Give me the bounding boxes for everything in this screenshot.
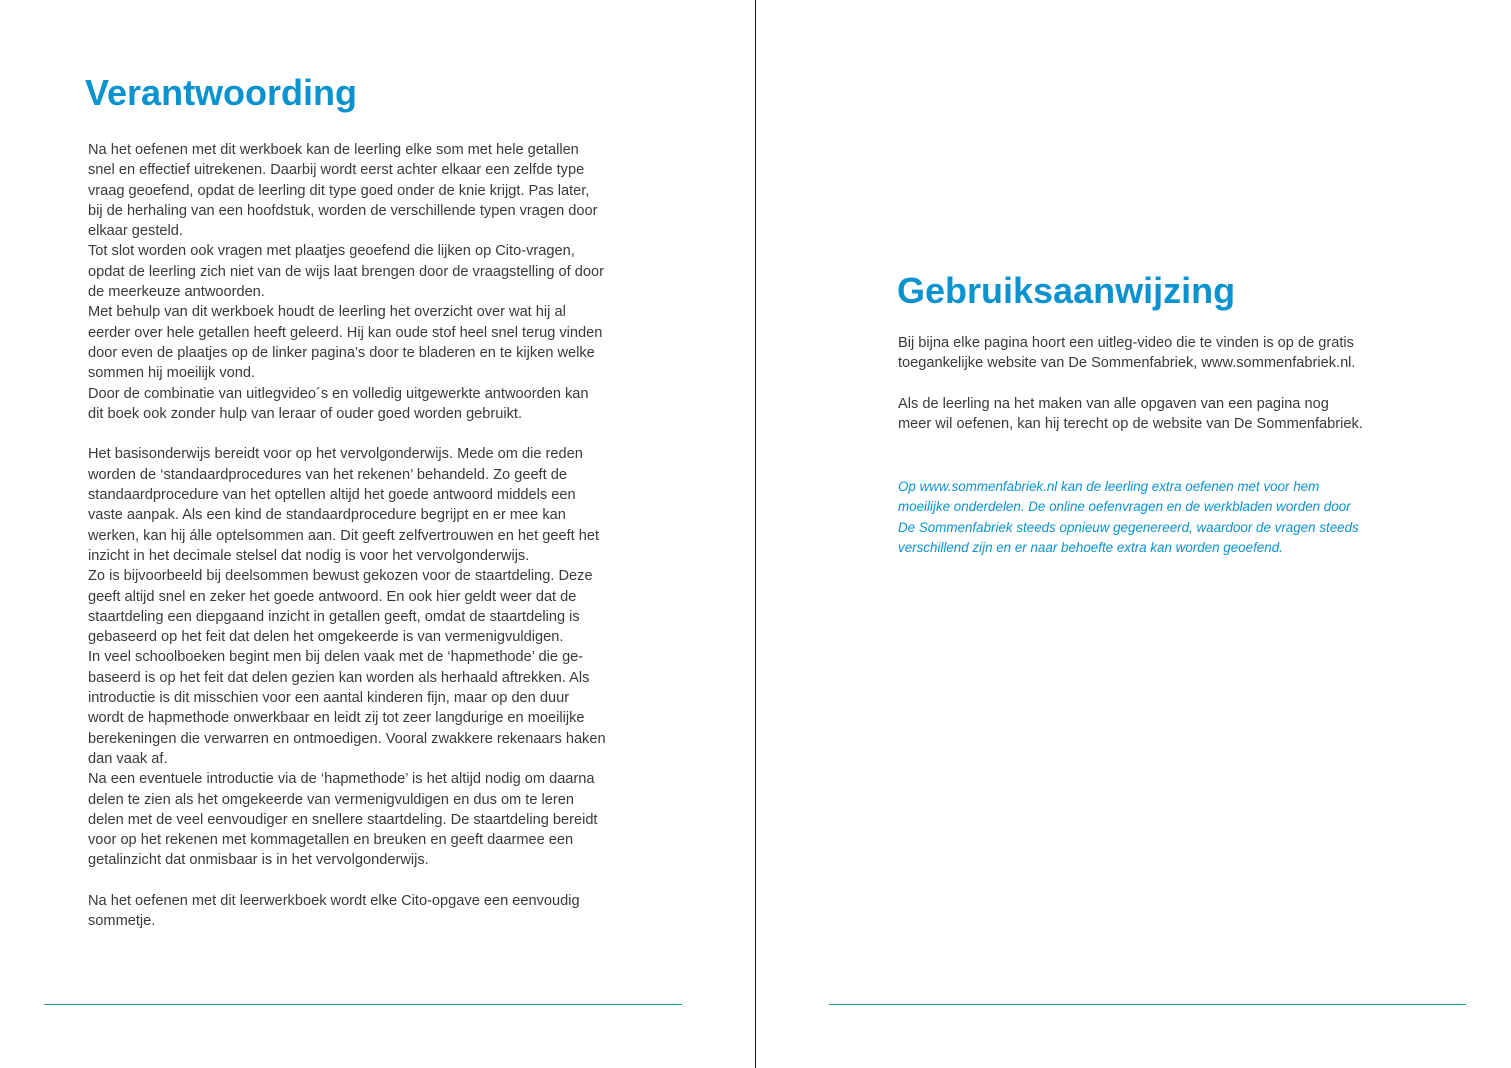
text-line: sommetje. (88, 913, 156, 930)
left-page (0, 0, 755, 1068)
paragraph-gap (88, 871, 606, 891)
text-line: staartdeling een diepgaand inzicht in getallen geeft, omdat de staartdeling is (88, 608, 580, 625)
text-line: bij de herhaling van een hoofdstuk, worden de verschillende typen vragen door (88, 202, 598, 219)
text-line: berekeningen die verwarren en ontmoedigen. Vooral zwakkere rekenaars haken (88, 730, 606, 747)
text-line: Na het oefenen met dit leerwerkboek wordt elke Cito-opgave een eenvoudig (88, 892, 580, 909)
text-line: Tot slot worden ook vragen met plaatjes geoefend die lijken op Cito-vragen, (88, 243, 575, 260)
text-line: toegankelijke website van De Sommenfabriek, www.sommenfabriek.nl. (898, 355, 1356, 372)
text-line: meer wil oefenen, kan hij terecht op de website van De Sommenfabriek. (898, 416, 1363, 433)
text-line: standaardprocedure van het optellen altijd het goede antwoord middels een (88, 487, 576, 504)
text-line: door even de plaatjes op de linker pagina’s door te bladeren en te kijken welke (88, 344, 595, 361)
footer-rule-left (44, 1004, 682, 1005)
text-line: Het basisonderwijs bereidt voor op het vervolgonderwijs. Mede om die reden (88, 446, 583, 463)
footer-rule-right (829, 1004, 1466, 1005)
paragraph-gap (898, 374, 1363, 394)
text-line: delen met de veel eenvoudiger en snellere staartdeling. De staartdeling bereidt (88, 811, 598, 828)
text-line: delen te zien als het omgekeerde van vermenigvuldigen en dus om te leren (88, 791, 574, 808)
text-line: opdat de leerling zich niet van de wijs laat brengen door de vraagstelling of door (88, 263, 604, 280)
text-line: geeft altijd snel en zeker het goede antwoord. En ook hier geldt weer dat de (88, 588, 577, 605)
text-line: moeilijke onderdelen. De online oefenvragen en de werkbladen worden door (898, 499, 1351, 515)
text-line: Met behulp van dit werkboek houdt de leerling het overzicht over wat hij al (88, 304, 566, 321)
text-line: Op www.sommenfabriek.nl kan de leerling extra oefenen met voor hem (898, 479, 1320, 494)
page-title-gebruiksaanwijzing: Gebruiksaanwijzing (897, 270, 1236, 311)
text-line: voor op het rekenen met kommagetallen en breuken en geeft daarmee een (88, 832, 574, 849)
text-line: de meerkeuze antwoorden. (88, 284, 265, 301)
right-page (756, 0, 1511, 1068)
page-title-verantwoording: Verantwoording (85, 72, 358, 113)
paragraph-gap (88, 424, 606, 444)
text-line: baseerd is op het feit dat delen gezien kan worden als herhaald aftrekken. Als (88, 669, 590, 686)
text-line: Na het oefenen met dit werkboek kan de leerling elke som met hele getallen (88, 142, 579, 158)
text-line: gebaseerd op het feit dat delen het omgekeerde is van vermenigvuldigen. (88, 629, 564, 646)
text-line: dan vaak af. (88, 750, 168, 767)
text-line: introductie is dit misschien voor een aantal kinderen fijn, maar op den duur (88, 690, 570, 707)
text-line: wordt de hapmethode onwerkbaar en leidt zij tot zeer langdurige en moeilijke (88, 710, 585, 727)
text-line: werken, kan hij álle optelsommen aan. Dit geeft zelfvertrouwen en het geeft het (88, 527, 600, 544)
text-line: dit boek ook zonder hulp van leraar of ouder goed worden gebruikt. (88, 405, 523, 422)
text-line: Bij bijna elke pagina hoort een uitleg-video die te vinden is op de gratis (898, 335, 1354, 351)
text-line: Door de combinatie van uitlegvideo´s en volledig uitgewerkte antwoorden kan (88, 385, 589, 402)
text-line: eerder over hele getallen heeft geleerd. Hij kan oude stof heel snel terug vinden (88, 324, 603, 341)
text-line: getalinzicht dat onmisbaar is in het vervolgonderwijs. (88, 852, 429, 869)
text-line: De Sommenfabriek steeds opnieuw gegenereerd, waardoor de vragen steeds (898, 519, 1359, 535)
verantwoording-body (88, 140, 606, 932)
text-line: vaste aanpak. Als een kind de standaardprocedure begrijpt en er mee kan (88, 507, 566, 524)
website-note (898, 477, 1359, 558)
text-line: snel en effectief uitrekenen. Daarbij wordt eerst achter elkaar een zelfde type (88, 162, 585, 179)
text-line: Na een eventuele introductie via de ‘hapmethode’ is het altijd nodig om daarna (88, 771, 595, 788)
text-line: vraag geoefend, opdat de leerling dit type goed onder de knie krijgt. Pas later, (88, 182, 590, 199)
text-line: worden de ‘standaardprocedures van het rekenen’ behandeld. Zo geeft de (88, 466, 567, 483)
text-line: sommen hij moeilijk vond. (88, 365, 256, 382)
text-line: inzicht in het decimale stelsel dat nodig is voor het vervolgonderwijs. (88, 547, 530, 564)
text-line: elkaar gesteld. (88, 223, 183, 240)
gebruiksaanwijzing-body (898, 333, 1363, 434)
text-line: In veel schoolboeken begint men bij delen vaak met de ‘hapmethode’ die ge- (88, 649, 584, 666)
text-line: Zo is bijvoorbeeld bij deelsommen bewust gekozen voor de staartdeling. Deze (88, 568, 593, 585)
text-line: verschillend zijn en er naar behoefte extra kan worden geoefend. (898, 539, 1283, 555)
text-line: Als de leerling na het maken van alle opgaven van een pagina nog (898, 395, 1329, 412)
